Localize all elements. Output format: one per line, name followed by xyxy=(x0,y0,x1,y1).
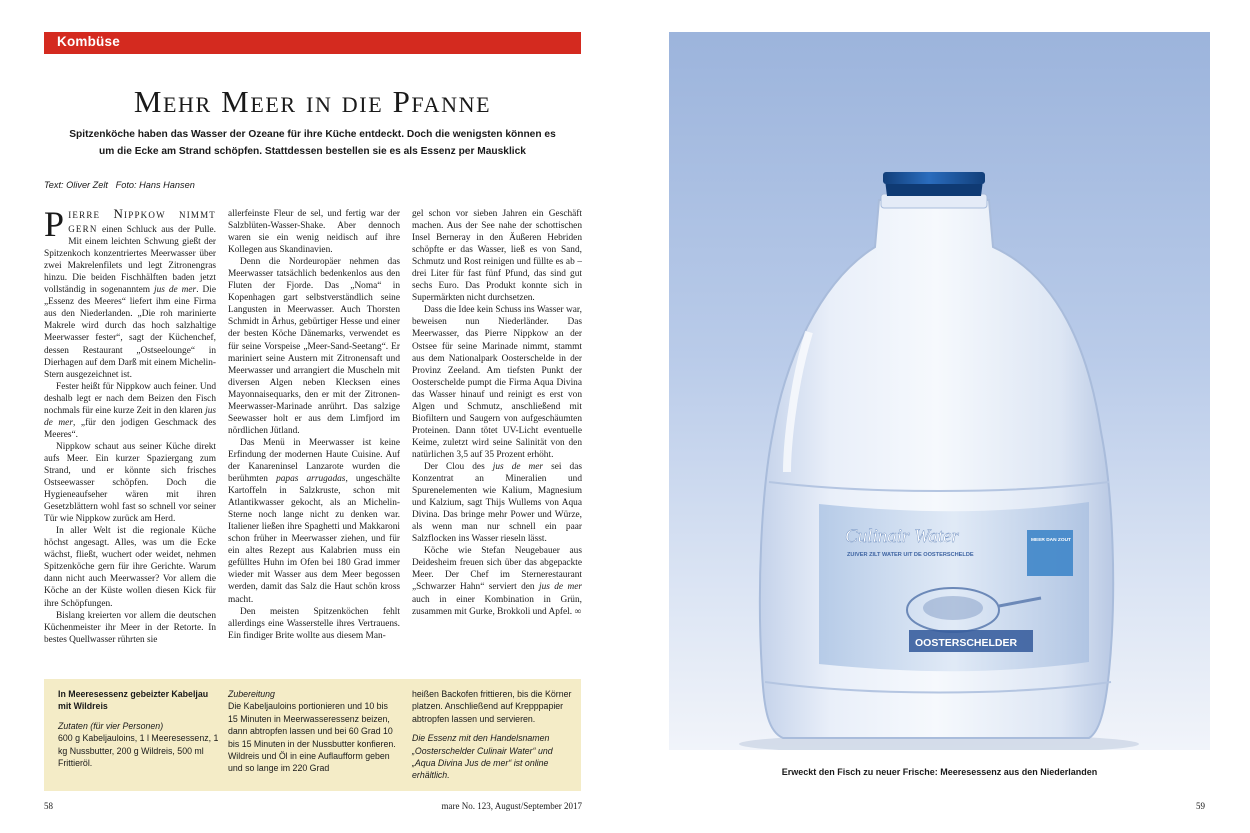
recipe-column-3 xyxy=(412,688,574,782)
article-column-1 xyxy=(44,208,216,668)
article-column-2 xyxy=(228,208,400,668)
standfirst-line-2: um die Ecke am Strand schöpfen. Stattdessen bestellen sie es als Essenz per Mausklick xyxy=(99,146,526,157)
article-paragraph: allerfeinste Fleur de sel, und fertig war der Salzblüten-Wasser-Shake. Aber dennoch waren sie ein wenig neidisch auf ihre Kollegen aus Skandinavien. xyxy=(228,209,400,256)
recipe-ingredients: 600 g Kabeljauloins, 1 l Meeresessenz, 1 kg Nussbutter, 200 g Wildreis, 500 ml Frittieröl. xyxy=(58,733,219,769)
recipe-title: In Meeresessenz gebeizter Kabeljau mit Wildreis xyxy=(58,689,209,712)
standfirst xyxy=(44,126,581,160)
recipe-column-1 xyxy=(58,688,221,769)
article-paragraph: Köche wie Stefan Neugebauer aus Deidesheim freuen sich über das abgepackte Meer. Der Chef im Sternerestaurant „Schwarzer Hahn“ serviert den jus de mer auch in einer Kombination in Grün, zusammen mit Gurke, Brokkoli und Apfel. ∞ xyxy=(412,546,582,617)
drop-cap: P xyxy=(44,208,66,244)
article-paragraph: In aller Welt ist die regionale Küche höchst angesagt. Alles, was um die Ecke wächst, fließt, wuchert oder weidet, nehmen Spitzenköche gern für ihre Gerichte. Warum dann nicht auch Meerwasser? Vor allem die Köche an der Küste wollen diesen Kick für ihre Schöpfungen. xyxy=(44,526,216,609)
label-brand-text: Culinair Water xyxy=(845,526,959,547)
label-name-text: OOSTERSCHELDER xyxy=(915,637,1018,649)
label-info-box-text: MEER DAN ZOUT xyxy=(1031,538,1071,543)
section-label: Kombüse xyxy=(57,34,120,49)
article-column-3 xyxy=(412,208,582,668)
drop-cap-lead: Pierre Nippkow nimmt gern xyxy=(44,208,216,244)
article-paragraph: gel schon vor sieben Jahren ein Geschäft machen. Aus der See nahe der schottischen Insel Berneray in den Äußeren Hebriden schöpfte er das Wasser, ließ es von Sand, Schmutz und Rost reinigen und füllte es ab – drei Liter für fast fünf Pfund, das sind gut sechs Euro. Das Produkt konnte sich in Supermärkten nicht durchsetzen. xyxy=(412,209,582,304)
recipe-note: Die Essenz mit den Handelsnamen „Oosterschelder Culinair Water“ und „Aqua Divina Jus de mer“ ist online erhältlich. xyxy=(412,733,553,781)
recipe-prep-label: Zubereitung xyxy=(228,689,275,699)
water-bottle-illustration xyxy=(669,32,1210,750)
photo-caption: Erweckt den Fisch zu neuer Frische: Meeresessenz aus den Niederlanden xyxy=(781,767,1098,777)
article-paragraph: Pierre Nippkow nimmt gern einen Schluck aus der Pulle. Mit einem leichten Schwung gießt der Spitzenkoch konzentriertes Meerwasser über zwei Makrelenfilets und legt Zitronengras hinzu. Die beiden Fischhälften baden jetzt vollständig in sogenanntem jus de mer. Die „Essenz des Meeres“ liefert ihm eine Firma aus den Niederlanden. „Die roh marinierte Makrele wird durch das hoch salzhaltige Meerwasser fester“, sagt der Küchenchef, dessen Restaurant „Ostseelounge“ in Dierhagen auf dem Darß mit einem Michelin-Stern ausgezeichnet ist. xyxy=(44,208,216,380)
article-paragraph: Das Menü in Meerwasser ist keine Erfindung der modernen Haute Cuisine. Auf der Kanareninsel Lanzarote wurden die berühmten papas arrugadas, ungeschälte Kartoffeln in Salzkruste, schon mit Atlantikwasser gekocht, als an Michelin-Sterne noch lange nicht zu denken war. Italiener ließen ihre Spaghetti und Makkaroni schon früher in Meerwasser ziehen, und für ein altes Rezept aus Kalabrien muss ein gefülltes Huhn im Ofen bei 180 Grad immer wieder mit Wasser aus dem Meer begossen werden, damit das Salz die Haut schön kross macht. xyxy=(228,437,400,605)
label-info-box xyxy=(1027,530,1073,576)
section-bar xyxy=(44,32,581,54)
bottle-cap-top xyxy=(883,172,985,184)
article-paragraph: Denn die Nordeuropäer nehmen das Meerwasser tatsächlich bedenkenlos aus den Fluten der Fjorde. Das „Noma“ in Kopenhagen gart selbstverständlich seine Langusten in Meerwasser. Auch Thorsten Schmidt in Århus, gebürtiger Hesse und einer der besten Köche Dänemarks, verwendet es für seine Vorspeise „Meer-Sand-Seetang“. Er mariniert seine Austern mit Zitronensaft und Meerwasser und arrangiert die Muscheln mit diversen Algen neben Klecksen eines Mayonnaisequarks, den er mit der Zitronen-Meerwasser-Marinade anrührt. Das salzige Seewasser holt er aus dem Limfjord im nördlichen Jütland. xyxy=(228,257,400,436)
label-tagline-text: ZUIVER ZILT WATER UIT DE OOSTERSCHELDE xyxy=(847,552,974,558)
recipe-ingredients-label: Zutaten (für vier Personen) xyxy=(58,720,164,731)
article-paragraph: Dass die Idee kein Schuss ins Wasser war, beweisen nun Niederländer. Das Meerwasser, das Pierre Nippkow an der Ostsee für seine Marinade nimmt, stammt aus dem Nationalpark Oosterschelde in der Provinz Zeeland. Am tiefsten Punkt der Oosterschelde pumpt die Firma Aqua Divina das Wasser hinauf und reinigt es erst von Algen und Schmutz, anschließend mit Biofiltern und Saugern von aufgeschäumten Proteinen. Dann tötet UV-Licht eventuelle Keime, zuletzt wird seine Salinität von den natürlichen 3,5 auf 35 Prozent erhöht. xyxy=(412,305,582,460)
headline: Mehr Meer in die Pfanne xyxy=(133,84,492,119)
recipe-prep-continued: heißen Backofen frittieren, bis die Körner platzen. Anschließend auf Krepppapier abtropfen lassen und servieren. xyxy=(412,689,572,724)
article-paragraph: Bislang kreierten vor allem die deutschen Küchenmeister ihr Meer in der Retorte. In bestes Quellwasser rührten sie xyxy=(44,610,216,645)
recipe-box xyxy=(44,679,581,791)
page-number-left: 58 xyxy=(44,801,53,811)
bottle-photo xyxy=(669,32,1210,750)
byline: Text: Oliver Zelt Foto: Hans Hansen xyxy=(44,180,195,190)
article-paragraph: Nippkow schaut aus seiner Küche direkt aufs Meer. Ein kurzer Spaziergang zum Strand, und er könnte sich frisches Ostseewasser schöpfen. Doch die Hygieneaufseher wären mit ihren Gesetzblättern wohl fast so schnell vor seiner Tür wie Nippkow zurück am Herd. xyxy=(44,441,216,525)
end-mark: ∞ xyxy=(574,606,582,617)
recipe-column-2 xyxy=(228,688,398,775)
standfirst-line-1: Spitzenköche haben das Wasser der Ozeane für ihre Küche entdeckt. Doch die wenigsten können es xyxy=(69,129,556,140)
magazine-issue: mare No. 123, August/September 2017 xyxy=(441,801,582,811)
page-number-right: 59 xyxy=(1196,801,1205,811)
bottle-neck-ring xyxy=(881,194,987,208)
article-paragraph: Fester heißt für Nippkow auch feiner. Und deshalb legt er nach dem Beizen den Fisch nochmals für eine kurze Zeit in den klaren jus de mer, „für den jodigen Geschmack des Meeres“. xyxy=(44,381,216,440)
article-paragraph: Den meisten Spitzenköchen fehlt allerdings eine Wasserstelle ihres Vertrauens. Ein findiger Brite wollte aus diesem Man- xyxy=(228,606,400,641)
article-paragraph: Der Clou des jus de mer sei das Konzentrat an Mineralien und Spurenelementen wie Kalium, Magnesium und Kalzium, sagt Thijs Wullems von Aqua Divina. Das bringe mehr Power und Würze, als wenn man nur schnell ein paar Salzflocken ins Wasser rieseln lässt. xyxy=(412,461,582,545)
recipe-prep: Die Kabeljauloins portionieren und 10 bis 15 Minuten in Meerwasseressenz beizen, dann abtropfen lassen und bei 60 Grad 10 bis 15 Minuten in der Nussbutter konfieren. Wildreis und Öl in eine Auflaufform geben und so lange im 220 Grad xyxy=(228,701,396,774)
